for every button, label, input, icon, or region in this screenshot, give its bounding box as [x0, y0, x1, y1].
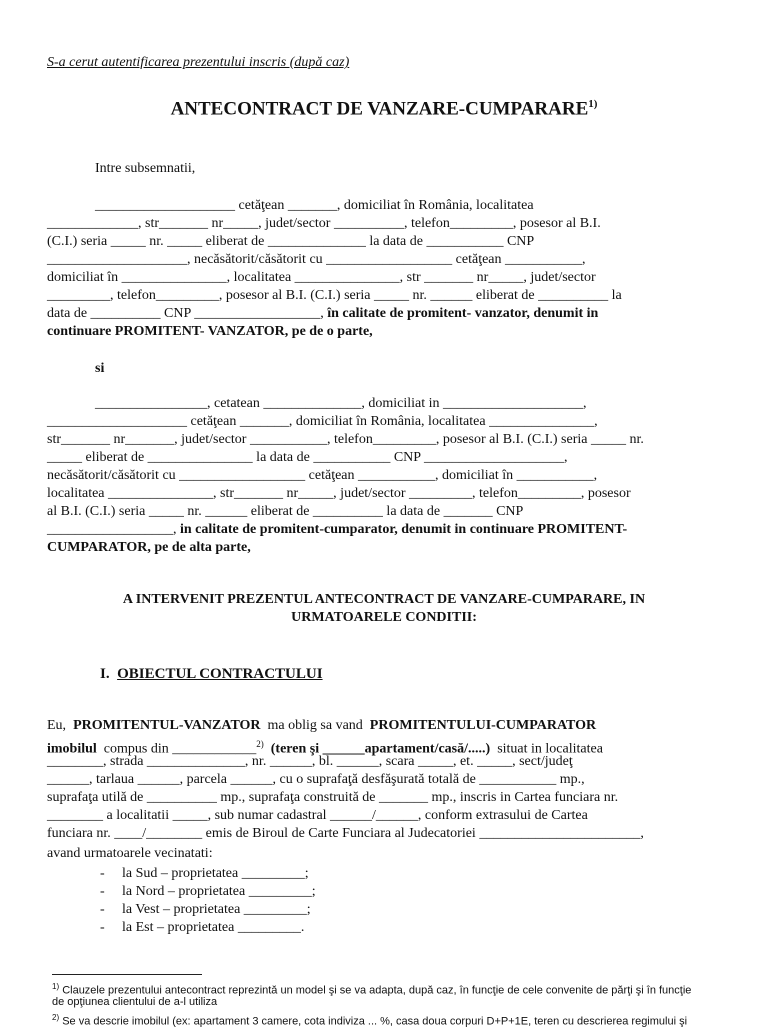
footnote-separator: [52, 974, 202, 975]
section-heading: [100, 666, 323, 682]
party2-role: in calitate de promitent-cumparator, denumit in continuare PROMITENT-: [180, 522, 628, 537]
party1-line: (C.I.) seria _____ nr. _____ eliberat de ______________ la data de ___________ CNP: [47, 234, 535, 249]
list-item: [100, 902, 311, 918]
object-text: situat in localitatea: [497, 741, 603, 757]
party2-line: necăsătorit/căsătorit cu __________________ cetăţean ___________, domiciliat în ___________,: [47, 468, 598, 483]
footnote-1-line-2: de opţiunea clientului de a-l utiliza: [52, 996, 218, 1008]
party2-line: _____ eliberat de _______________ la data de ___________ CNP ____________________,: [47, 450, 568, 465]
section-number: I.: [100, 666, 110, 682]
conjunction-si: si: [95, 361, 105, 376]
object-text: ma oblig sa vand: [267, 718, 363, 733]
object-imobil: imobilul: [47, 741, 97, 757]
party1-line: domiciliat în _______________, localitatea _______________, str _______ nr_____, judet/sector: [47, 270, 596, 285]
party2-line: ____________________ cetăţean _______, domiciliat în România, localitatea _______________,: [47, 414, 598, 429]
party1-line: data de __________ CNP __________________,: [47, 306, 324, 321]
object-composition: (teren şi ______apartament/casă/.....): [270, 741, 491, 757]
object-line: suprafaţa utilă de __________ mp., suprafaţa construită de _______ mp., inscris in Cartea funciara nr.: [47, 790, 619, 805]
object-party-cumparator: PROMITENTULUI-CUMPARATOR: [369, 718, 597, 733]
intro-text: Intre subsemnatii,: [95, 161, 196, 176]
footnote-2-mark: 2): [52, 1013, 60, 1022]
object-line: ______, tarlaua ______, parcela ______, cu o suprafaţă desfăşurată totală de ___________ mp.,: [47, 772, 585, 787]
party2-line: ________________, cetatean ______________, domiciliat in ____________________,: [95, 396, 587, 411]
intervenit-heading-line1: A INTERVENIT PREZENTUL ANTECONTRACT DE VANZARE-CUMPARARE, IN: [122, 592, 646, 607]
bullet-dash: -: [100, 920, 105, 935]
party2-role-continued: CUMPARATOR, pe de alta parte,: [47, 540, 251, 555]
bullet-dash: -: [100, 866, 105, 881]
object-line: ________, strada ______________, nr. ______, bl. ______, scara _____, et. _____, sect/judeţ: [47, 754, 573, 769]
authentication-note: S-a cerut autentificarea prezentului inscris (după caz): [47, 55, 350, 70]
party1-role-continued: continuare PROMITENT- VANZATOR, pe de o parte,: [47, 324, 373, 339]
party1-line: ____________________ cetăţean _______, domiciliat în România, localitatea: [95, 198, 534, 213]
intervenit-heading-line2: URMATOARELE CONDITII:: [291, 610, 477, 625]
bullet-dash: -: [100, 902, 105, 917]
party2-line: __________________,: [47, 522, 177, 537]
list-item: [100, 866, 309, 882]
neighbor-text: la Vest – proprietatea _________;: [122, 902, 311, 917]
document-title: [0, 96, 768, 120]
list-item: [100, 920, 304, 936]
party1-line: _________, telefon_________, posesor al B.I. (C.I.) seria _____ nr. ______ eliberat de __________ la: [47, 288, 622, 303]
object-line: ________ a localitatii _____, sub numar cadastral ______/______, conform extrasului de Cartea: [47, 808, 588, 823]
object-line: funciara nr. ____/________ emis de Biroul de Carte Funciara al Judecatoriei _______________________,: [47, 826, 644, 841]
footnote-1-mark: 1): [52, 982, 60, 991]
title-footnote-mark: 1): [588, 98, 598, 110]
footnote-1-line-1: [52, 980, 691, 998]
party1-line: ____________________, necăsătorit/căsătorit cu __________________ cetăţean ___________,: [47, 252, 586, 267]
object-line-1: [47, 718, 596, 734]
party2-line: localitatea _______________, str_______ nr_____, judet/sector _________, telefon_________, posesor: [47, 486, 631, 501]
object-text: compus din ____________: [103, 741, 257, 757]
party2-line: al B.I. (C.I.) seria _____ nr. ______ eliberat de __________ la data de _______ CNP: [47, 504, 524, 519]
title-text: ANTECONTRACT DE VANZARE-CUMPARARE: [170, 98, 589, 120]
object-line: avand urmatoarele vecinatati:: [47, 846, 213, 861]
object-party-vanzator: PROMITENTUL-VANZATOR: [73, 718, 261, 733]
party1-last-line: [47, 306, 598, 322]
footnote-2-line-1: [52, 1011, 687, 1029]
neighbor-text: la Nord – proprietatea _________;: [122, 884, 316, 899]
party2-last-line: [47, 522, 627, 538]
section-title: OBIECTUL CONTRACTULUI: [117, 666, 323, 682]
party1-line: _____________, str_______ nr_____, judet/sector __________, telefon_________, posesor al B.I.: [47, 216, 601, 231]
object-text: Eu,: [47, 718, 67, 733]
footnote-1-text: Clauzele prezentului antecontract reprezintă un model şi se va adapta, după caz, în funcţie de cele convenite de părţi şi în funcţie: [62, 984, 692, 997]
party1-role: în calitate de promitent- vanzator, denumit in: [327, 306, 599, 321]
bullet-dash: -: [100, 884, 105, 899]
footnote-2-text: Se va descrie imobilul (ex: apartament 3 camere, cota indiviza ... %, casa doua corpuri D+P+1E, teren cu descrierea regimului şi: [62, 1015, 688, 1028]
object-footnote-mark: 2): [256, 739, 264, 749]
neighbor-text: la Sud – proprietatea _________;: [122, 866, 309, 881]
party2-line: str_______ nr_______, judet/sector ___________, telefon_________, posesor al B.I. (C.I.) seria _____ nr.: [47, 432, 644, 447]
neighbor-text: la Est – proprietatea _________.: [122, 920, 305, 935]
list-item: [100, 884, 316, 900]
